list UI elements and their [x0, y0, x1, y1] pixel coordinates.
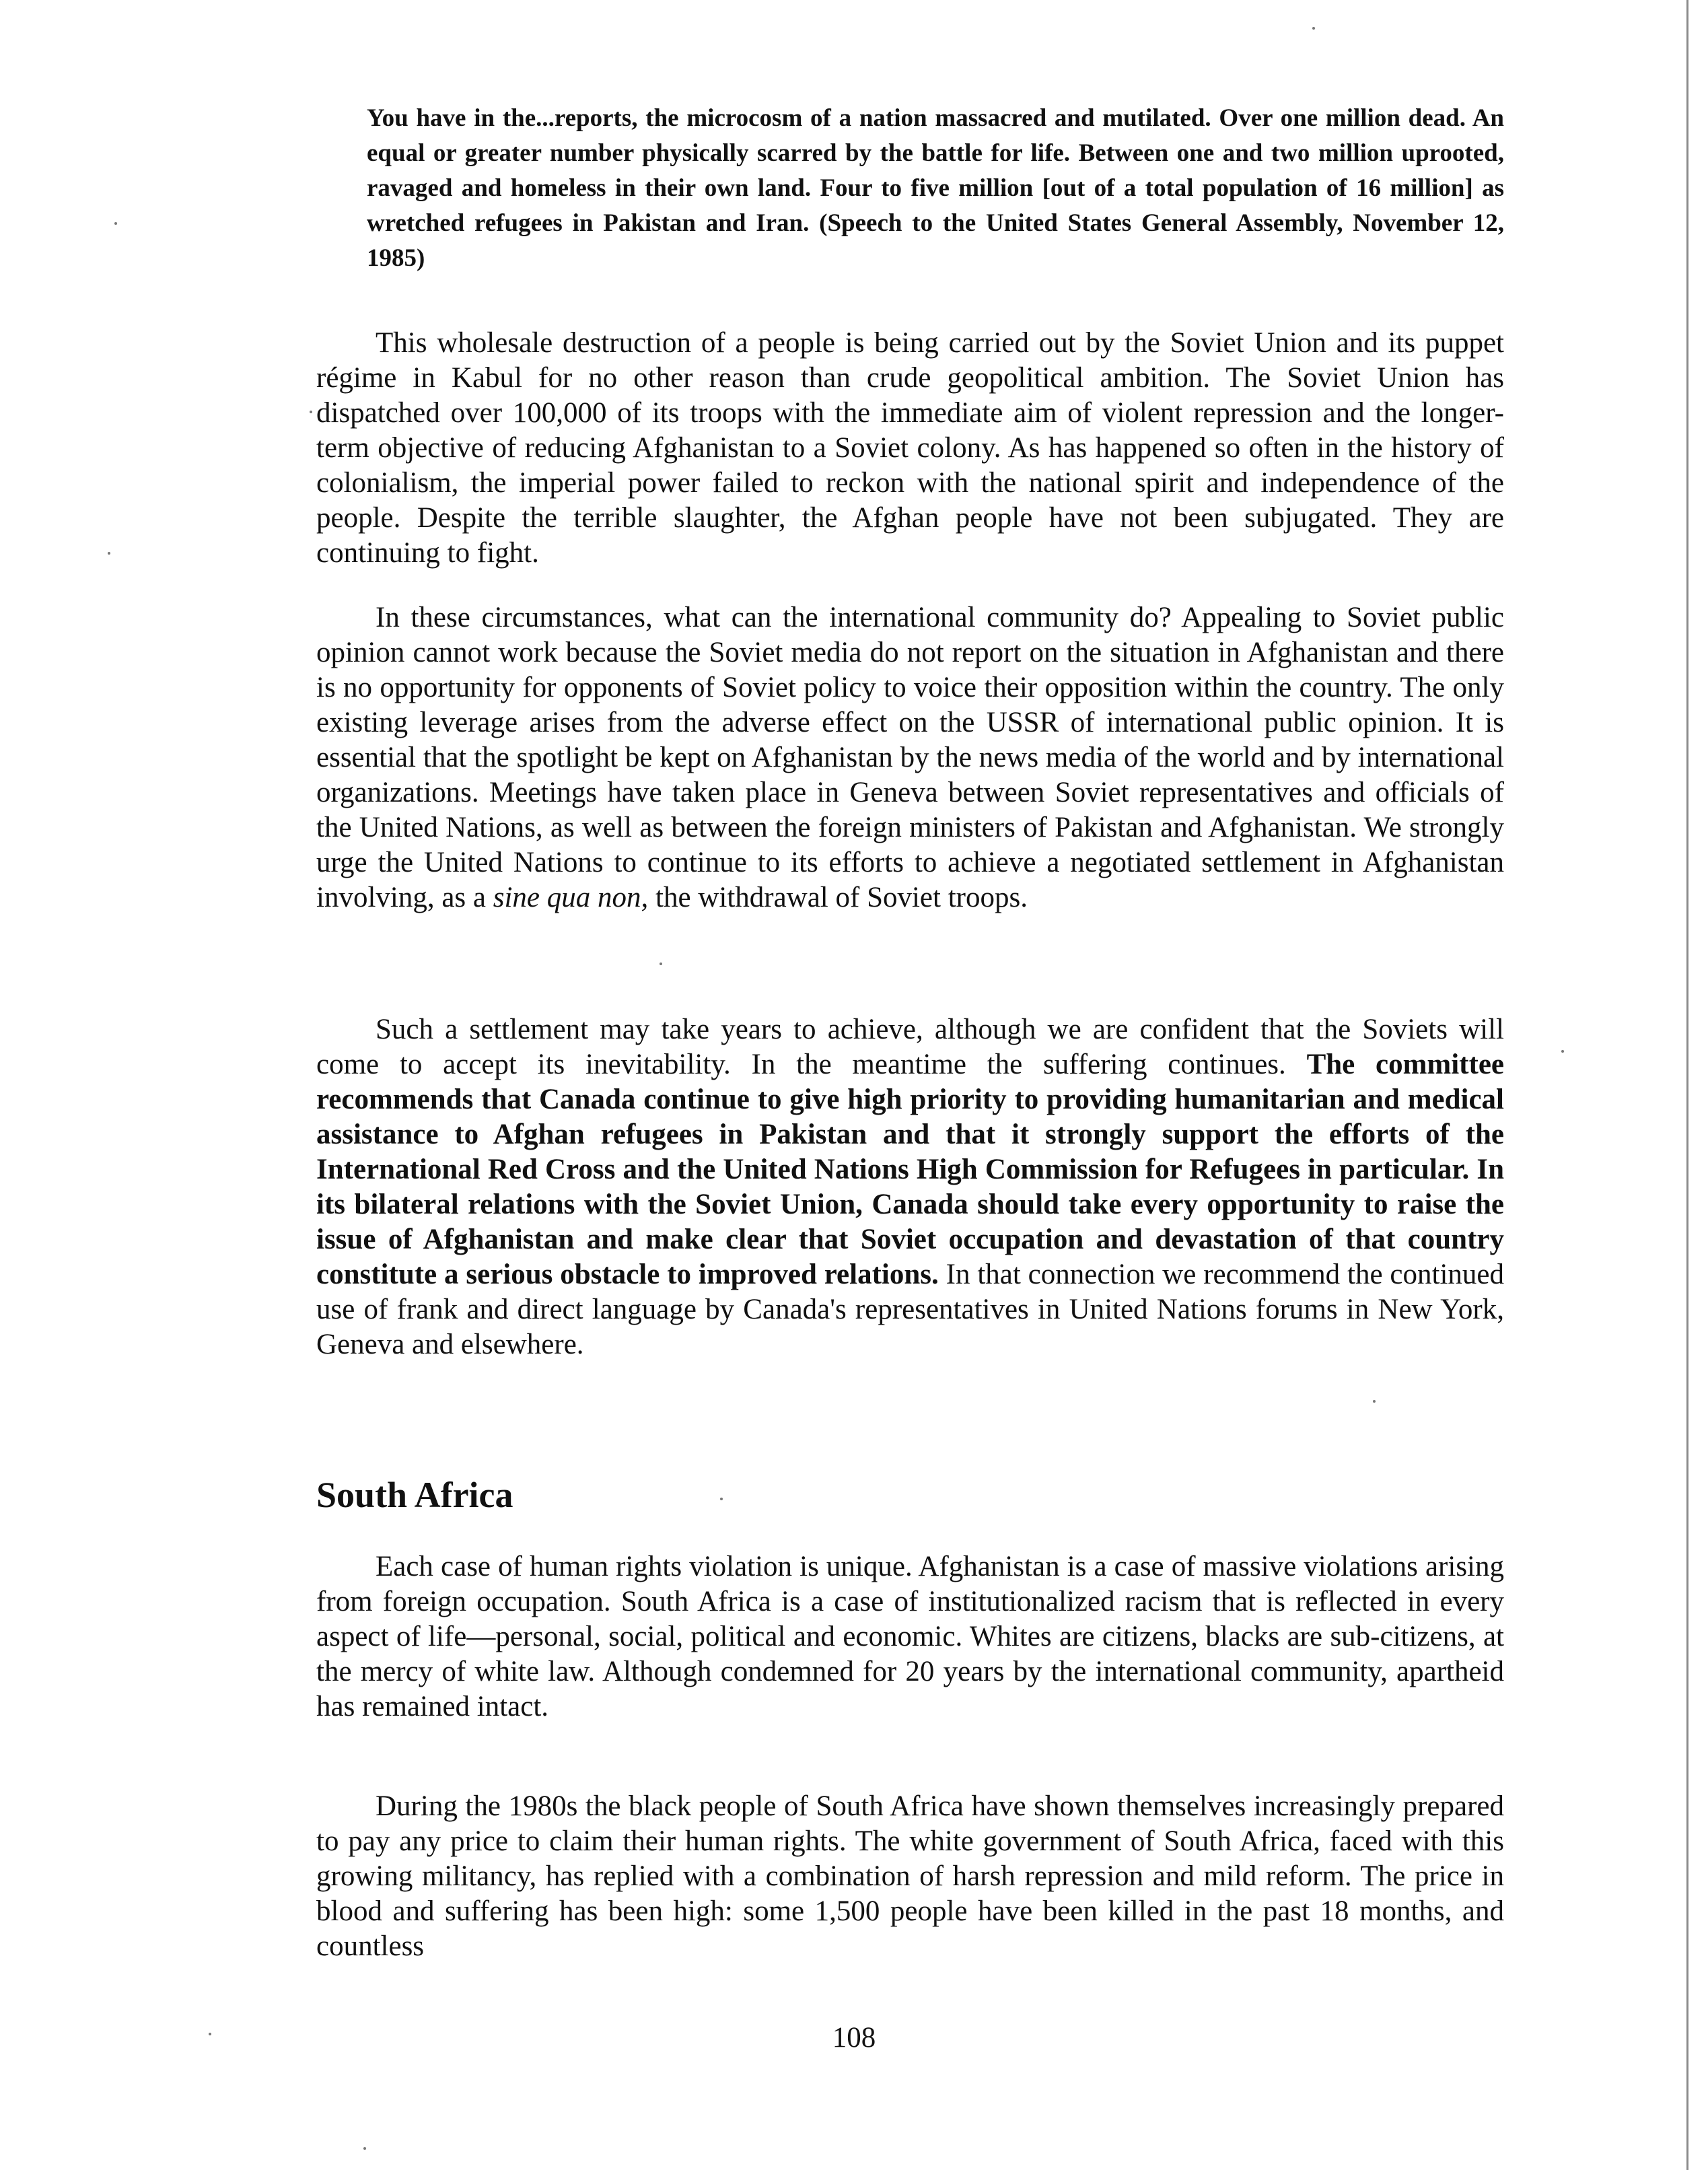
scan-speck: [1561, 1050, 1564, 1053]
paragraph-committee-recommendation: [316, 1012, 1504, 1362]
block-quote: You have in the...reports, the microcosm of a nation massacred and mutilated. Over one million dead. An equal or greater number physically scarred by the battle for life. Between one and two million uprooted, ravaged and homeless in their own land. Four to five million [out of a total population of 16 million] as wretched refugees in Pakistan and Iran. (Speech to the United States General Assembly, November 12, 1985): [367, 104, 1504, 272]
paragraph-text-part: Such a settlement may take years to achieve, although we are confident that the Soviets will come to accept its inevitability. In the meantime the suffering continues.: [316, 1014, 1504, 1080]
scan-margin-line: [1686, 0, 1688, 2170]
paragraph-human-rights-unique: [316, 1549, 1504, 1724]
latin-phrase: sine qua non,: [493, 882, 649, 913]
paragraph-text: This wholesale destruction of a people is being carried out by the Soviet Union and its puppet régime in Kabul for no other reason than crude geopolitical ambition. The Soviet Union has dispatched over 100,000 of its troops with the immediate aim of violent repression and the longer-term objective of reducing Afghanistan to a Soviet colony. As has happened so often in the history of colonialism, the imperial power failed to reckon with the national spirit and independence of the people. Despite the terrible slaughter, the Afghan people have not been subjugated. They are continuing to fight.: [316, 327, 1504, 569]
section-heading: South Africa: [316, 1475, 513, 1515]
scan-speck: [1312, 27, 1315, 30]
paragraph-text: Each case of human rights violation is unique. Afghanistan is a case of massive violations arising from foreign occupation. South Africa is a case of institutionalized racism that is reflected in every aspect of life—personal, social, political and economic. Whites are citizens, blacks are sub-citizens, at the mercy of white law. Although condemned for 20 years by the international community, apartheid has remained intact.: [316, 1551, 1504, 1722]
paragraph-text-part: In these circumstances, what can the international community do? Appealing to Soviet public opinion cannot work because the Soviet media do not report on the situation in Afghanistan and there is no opportunity for opponents of Soviet policy to voice their opposition within the country. The only existing leverage arises from the adverse effect on the USSR of international public opinion. It is essential that the spotlight be kept on Afghanistan by the news media of the world and by international organizations. Meetings have taken place in Geneva between Soviet representatives and officials of the United Nations, as well as between the foreign ministers of Pakistan and Afghanistan. We strongly urge the United Nations to continue to its efforts to achieve a negotiated settlement in Afghanistan involving, as a: [316, 602, 1504, 913]
paragraph-international-community: [316, 600, 1504, 915]
scan-speck: [660, 963, 662, 965]
paragraph-text-part: In that connection we recommend the continued use of frank and direct language by Canada's representatives in United Nations forums in New York, Geneva and elsewhere.: [316, 1259, 1505, 1360]
paragraph-text: During the 1980s the black people of South Africa have shown themselves increasingly prepared to pay any price to claim their human rights. The white government of South Africa, faced with this growing militancy, has replied with a combination of harsh repression and mild reform. The price in blood and suffering has been high: some 1,500 people have been killed in the past 18 months, and countless: [316, 1790, 1504, 1962]
scan-speck: [363, 2147, 366, 2150]
scan-speck: [209, 2033, 211, 2035]
paragraph-black-people-1980s: [316, 1789, 1504, 1964]
recommendation-text: The committee recommends that Canada continue to give high priority to providing humanitarian and medical assistance to Afghan refugees in Pakistan and that it strongly support the efforts of the International Red Cross and the United Nations High Commission for Refugees in particular. In its bilateral relations with the Soviet Union, Canada should take every opportunity to raise the issue of Afghanistan and make clear that Soviet occupation and devastation of that country constitute a serious obstacle to improved relations.: [316, 1049, 1504, 1290]
scan-speck: [310, 411, 312, 413]
paragraph-text: [316, 600, 1504, 915]
scan-speck: [720, 1498, 723, 1500]
scan-speck: [108, 552, 110, 555]
paragraph-text: [316, 1012, 1504, 1362]
paragraph-afghan-destruction: [316, 326, 1504, 571]
paragraph-text-part: the withdrawal of Soviet troops.: [648, 882, 1028, 913]
scan-speck: [114, 222, 117, 225]
page-number: 108: [832, 2022, 876, 2054]
scan-speck: [1373, 1400, 1376, 1403]
